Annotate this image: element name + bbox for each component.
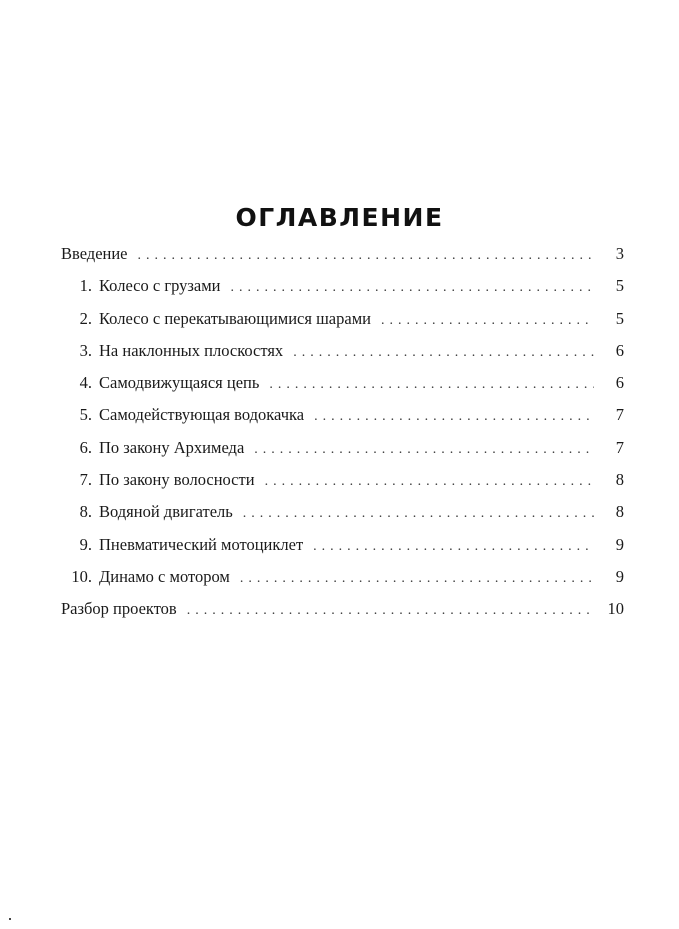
toc-entry-title: По закону волосности bbox=[99, 470, 255, 490]
toc-entry-title: Разбор проектов bbox=[61, 599, 177, 619]
dot-leader bbox=[293, 345, 594, 361]
toc-entry[interactable] bbox=[61, 502, 624, 534]
toc-entry[interactable] bbox=[61, 535, 624, 567]
toc-entry-title: Самодействующая водокачка bbox=[99, 405, 305, 425]
toc-entry[interactable] bbox=[61, 309, 624, 341]
toc-entry-title: На наклонных плоскостях bbox=[99, 340, 284, 360]
toc-entry-number: 10. bbox=[71, 566, 92, 586]
dot-leader bbox=[187, 603, 594, 619]
toc-entry-number: 6. bbox=[79, 437, 92, 457]
toc-entry-title: Пневматический мотоциклет bbox=[99, 534, 304, 554]
dot-leader bbox=[313, 539, 594, 555]
toc-entry[interactable] bbox=[61, 373, 624, 405]
toc-entry[interactable] bbox=[61, 567, 624, 599]
toc-entry-number: 5. bbox=[79, 405, 92, 425]
dot-leader bbox=[314, 409, 594, 425]
toc-page-number: 6 bbox=[615, 373, 624, 393]
toc-page-number: 5 bbox=[615, 308, 624, 328]
toc-entry-number: 4. bbox=[79, 373, 92, 393]
dot-leader bbox=[243, 506, 594, 522]
toc-entry-number: 9. bbox=[79, 534, 92, 554]
toc-entry-number: 3. bbox=[79, 340, 92, 360]
dot-leader bbox=[269, 377, 594, 393]
toc-page-number: 5 bbox=[615, 276, 624, 296]
toc-entry[interactable] bbox=[61, 341, 624, 373]
toc-page-number: 8 bbox=[615, 502, 624, 522]
toc-page-number: 3 bbox=[615, 244, 624, 263]
toc-page-number: 7 bbox=[615, 437, 624, 457]
toc-page-number: 8 bbox=[615, 470, 624, 490]
toc-page-number: 10 bbox=[607, 599, 624, 619]
toc-entry-title: По закону Архимеда bbox=[99, 437, 245, 457]
toc-entry-number: 7. bbox=[79, 470, 92, 490]
dot-leader bbox=[254, 442, 594, 458]
toc-page-number: 6 bbox=[615, 340, 624, 360]
dot-leader bbox=[381, 313, 594, 329]
toc-entry[interactable] bbox=[61, 470, 624, 502]
page-title: ОГЛАВЛЕНИЕ bbox=[235, 202, 444, 232]
toc-entry-title: Самодвижущаяся цепь bbox=[99, 373, 260, 393]
toc-entry-introduction[interactable] bbox=[61, 244, 624, 276]
toc-entry[interactable] bbox=[61, 276, 624, 308]
toc-entry-title: Водяной двигатель bbox=[99, 502, 233, 522]
table-of-contents bbox=[61, 244, 624, 632]
toc-entry-number: 8. bbox=[79, 502, 92, 522]
dot-leader bbox=[240, 571, 594, 587]
dot-leader bbox=[265, 474, 594, 490]
toc-entry-number: 1. bbox=[79, 276, 92, 296]
toc-entry-title: Колесо с грузами bbox=[99, 276, 221, 296]
toc-entry-title: Колесо с перекатывающимися шарами bbox=[99, 308, 371, 328]
dot-leader bbox=[231, 280, 595, 296]
toc-entry-project-review[interactable] bbox=[61, 599, 624, 631]
dot-leader bbox=[138, 248, 594, 264]
toc-page-number: 9 bbox=[615, 566, 624, 586]
toc-entry[interactable] bbox=[61, 438, 624, 470]
toc-page-number: 9 bbox=[615, 534, 624, 554]
toc-entry-title: Динамо с мотором bbox=[99, 566, 230, 586]
toc-entry-number: 2. bbox=[79, 308, 92, 328]
toc-entry-title: Введение bbox=[61, 244, 128, 263]
scan-speck bbox=[9, 918, 11, 920]
toc-entry[interactable] bbox=[61, 405, 624, 437]
toc-page-number: 7 bbox=[615, 405, 624, 425]
